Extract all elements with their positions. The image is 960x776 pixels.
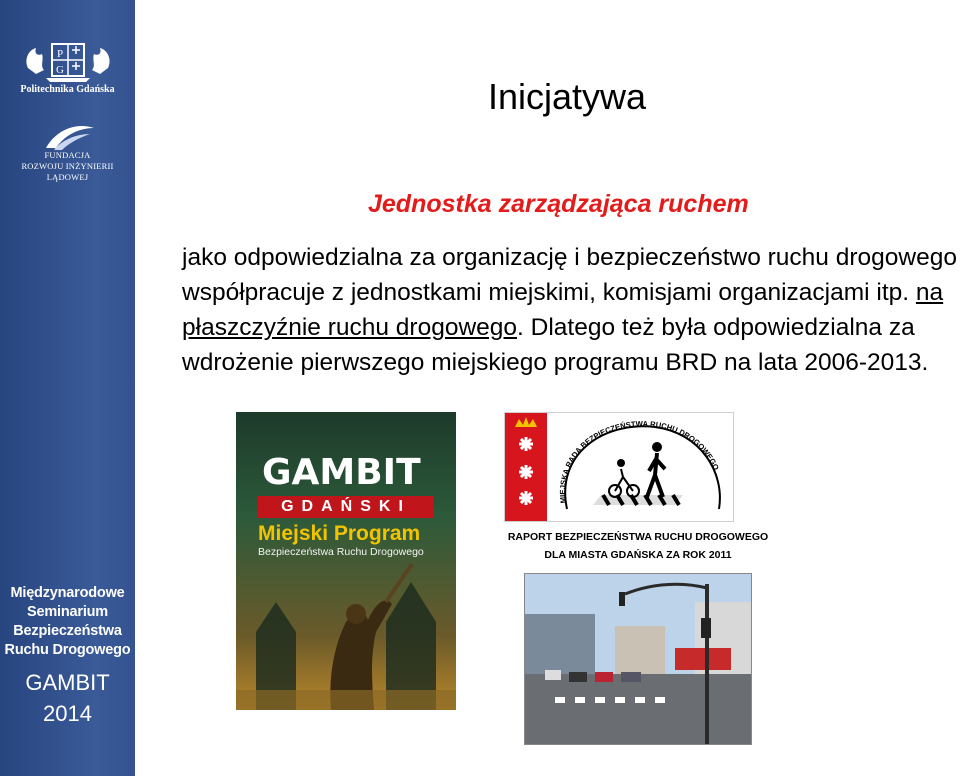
seminar-title bbox=[0, 584, 135, 660]
poster-city-band: GDAŃSKI bbox=[258, 496, 434, 518]
svg-text:P: P bbox=[56, 48, 64, 60]
foundation-name bbox=[0, 150, 135, 183]
body-text-underlined: na płaszczyźnie ruchu drogowego bbox=[182, 279, 944, 341]
slide-body bbox=[182, 240, 960, 380]
politechnika-crest-icon bbox=[22, 38, 114, 84]
university-name: Politechnika Gdańska bbox=[20, 84, 115, 95]
road-safety-council-icon bbox=[505, 413, 733, 521]
foundation-line-1: FUNDACJA bbox=[44, 150, 91, 160]
sidebar-year: 2014 bbox=[43, 701, 92, 726]
foundation-logo-icon bbox=[42, 122, 97, 152]
report-caption-line-2: DLA MIASTA GDAŃSKA ZA ROK 2011 bbox=[544, 549, 732, 561]
gambit-poster-image bbox=[236, 412, 456, 710]
sidebar-brand: GAMBIT bbox=[25, 670, 110, 695]
seminar-line: Międzynarodowe bbox=[10, 585, 125, 601]
slide-title: Inicjatywa bbox=[488, 76, 647, 117]
svg-text:MIEJSKA RADA BEZPIECZEŃSTWA RU: MIEJSKA RADA BEZPIECZEŃSTWA RUCHU DROGOWEGO bbox=[558, 419, 721, 504]
sidebar bbox=[0, 0, 135, 776]
body-text-part-1: jako odpowiedzialna za organizację i bezpieczeństwo ruchu drogowego współpracuje z jednostkami miejskimi, komisjami organizacjami itp. bbox=[182, 244, 957, 306]
seminar-line: Seminarium bbox=[27, 604, 108, 620]
street-scene-icon bbox=[525, 574, 751, 744]
slide-subtitle: Jednostka zarządzająca ruchem bbox=[368, 190, 749, 218]
body-text-part-2: . Dlatego też była odpowiedzialna za wdrożenie pierwszego miejskiego programu BRD na lata 2006-2013. bbox=[182, 314, 929, 376]
poster-brand: GAMBIT bbox=[262, 452, 421, 493]
poster-program-title: Miejski Program bbox=[258, 522, 421, 545]
svg-text:G: G bbox=[56, 64, 64, 76]
seminar-line: Ruchu Drogowego bbox=[4, 642, 131, 658]
foundation-line-2: ROZWOJU INŻYNIERII LĄDOWEJ bbox=[21, 161, 114, 182]
street-photo-image bbox=[524, 573, 752, 745]
poster-program-subtitle: Bezpieczeństwa Ruchu Drogowego bbox=[258, 546, 424, 558]
seminar-line: Bezpieczeństwa bbox=[13, 623, 122, 639]
road-safety-council-logo-image bbox=[504, 412, 734, 522]
neptune-statue-icon bbox=[236, 562, 456, 710]
report-caption-line-1: RAPORT BEZPIECZEŃSTWA RUCHU DROGOWEGO bbox=[507, 531, 769, 543]
